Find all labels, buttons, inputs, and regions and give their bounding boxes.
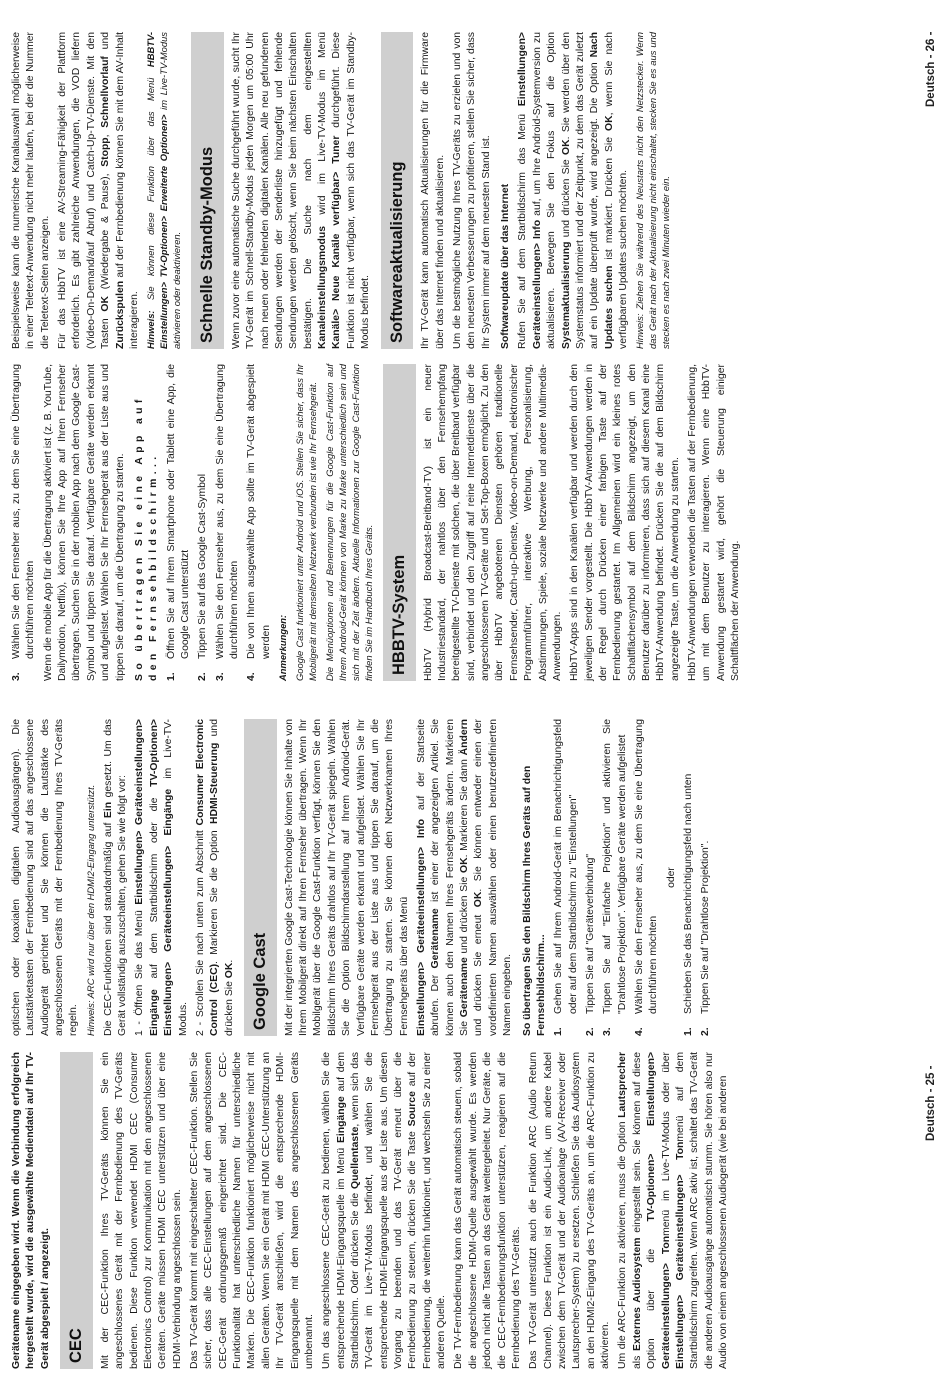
paragraph: Die TV-Fernbedienung kann das Gerät automatisch steuern, sobald die angeschlossene HDMI-Quelle ausgewählt wurde. Es werden jedoch nicht alle Tasten an das Gerät weitergeleitet. Nur Geräte, die die CEC-Fernbedienungsfunktion unterstützen, reagieren auf die Fernbedienung des TV-Geräts. bbox=[453, 1052, 522, 1369]
hint-note: Hinweis: Ziehen Sie während des Neustarts nicht den Netzstecker. Wenn das Gerät nach der Aktualisierung nicht einschaltet, stecken Sie es aus und stecken es nach zwei Minuten wieder ein. bbox=[634, 32, 672, 349]
paragraph: 2 - Scrollen Sie nach unten zum Abschnitt Consumer Electronic Control (CEC). Markieren Sie die Option HDMI-Steuerung und drücken Sie OK. bbox=[194, 719, 235, 1036]
section-heading-software-update: Softwareaktualisierung bbox=[381, 32, 414, 349]
hint-note: Hinweis: ARC wird nur über den HDMI2-Eingang unterstützt. bbox=[84, 784, 96, 1036]
list-item: 2. Tippen Sie auf "Geräteverbindung" bbox=[584, 853, 596, 1036]
steps-list bbox=[552, 719, 662, 1036]
paragraph: Mit der CEC-Funktion Ihres TV-Geräts können Sie ein angeschlossenes Gerät mit der Fernbedienung des TV-Geräts bedienen. Diese Funktion verwendet HDMI CEC (Consumer Electronics Control) zur Kommunikation mit den angeschlossenen Geräten. Geräte müssen HDMI CEC unterstützen und über eine HDMI-Verbindung angeschlossen sein. bbox=[99, 1052, 183, 1369]
section-heading-cec: CEC bbox=[60, 1052, 93, 1369]
list-item: 3. Wählen Sie den Fernseher aus, zu dem Sie eine Übertragung durchführen möchten bbox=[214, 364, 241, 681]
paragraph: Das TV-Gerät kommt mit eingeschalteter CEC-Funktion. Stellen Sie sicher, dass alle CEC-Einstellungen auf dem angeschlossenen CEC-Gerät ordnungsgemäß eingerichtet sind. Die CEC-Funktionalität hat unterschiedliche Namen für unterschiedliche Marken. Die CEC-Funktion funktioniert möglicherweise nicht mit allen Geräten. Wenn Sie ein Gerät mit HDMI CEC-Unterstützung an Ihr TV-Gerät anschließen, wird die entsprechende HDMI-Eingangsquelle mit dem Namen des angeschlossenen Geräts umbenannt. bbox=[189, 1052, 315, 1369]
paragraph: Mit der integrierten Google Cast-Technologie können Sie Inhalte von Ihrem Mobilgerät direkt auf Ihren Fernseher übertragen. Wenn Ihr Mobilgerät über die Google Cast-Funktion verfügt, können Sie den Bildschirm Ihres Geräts drahtlos auf Ihr TV-Gerät spiegeln. Wählen Sie die Option Bildschirmdarstellung auf Ihrem Android-Gerät. Verfügbare Geräte werden erkannt und aufgelistet. Wählen Sie Ihr Fernsehgerät aus der Liste aus und tippen Sie darauf, um die Übertragung zu starten. Sie können den Netzwerknamen Ihres Fernsehgeräts über das Menü bbox=[283, 719, 410, 1036]
paragraph: 1 - Öffnen Sie das Menü Einstellungen> Geräteeinstellungen> Eingänge auf dem Startbildschirm oder die TV-Optionen> Einstellungen> Geräteeinstellungen> Eingänge im Live-TV-Modus. bbox=[134, 719, 189, 1036]
column-4 bbox=[10, 32, 677, 349]
or-separator: oder bbox=[665, 867, 677, 888]
paragraph: Für das HbbTV ist eine AV-Streaming-Fähigkeit der Plattform erforderlich. Es gibt zahlreiche Anwendungen, die VOD liefern (Video-On-Demand/auf Abruf) und Catch-Up-TV-Dienste. Mit den Tasten OK (Wiedergabe & Pause), Stopp, Schnellvorlauf und Zurückspulen auf der Fernbedienung können Sie mit dem AV-Inhalt interagieren. bbox=[57, 32, 140, 349]
steps-list bbox=[682, 719, 714, 1036]
paragraph: Wenn die mobile App für die Übertragung aktiviert ist (z. B. YouTube, Dailymotion, Netflix), können Sie Ihre App auf Ihren Fernseher übertragen. Suchen Sie in der mobilen App nach dem Google Cast-Symbol und tippen Sie darauf. Verfügbare Geräte werden erkannt und aufgelistet. Wählen Sie Ihr Fernsehgerät aus der Liste aus und tippen Sie darauf, um die Übertragung zu starten. bbox=[42, 364, 126, 681]
column-2 bbox=[10, 719, 717, 1036]
list-item: 4. Die von Ihnen ausgewählte App sollte im TV-Gerät abgespielt werden bbox=[246, 364, 272, 681]
paragraph: HbbTV (Hybrid Broadcast-Breitband-TV) ist ein neuer Industriestandard, der nahtlos über den Fernsehempfang bereitgestellte TV-Dienste mit solchen, die über Breitband verfügbar sind, verbindet und den Zugriff auf reine Internetdienste über die angeschlossenen TV-Geräte und Set-Top-Boxen ermöglicht. Zu den über HbbTV angebotenen Diensten gehören traditionelle Fernsehsender, Catch-up-Dienste, Video-on-Demand, elektronischer Programmführer, interaktive Werbung, Personalisierung, Abstimmungen, Spiele, soziale Netzwerke und andere Multimedia-Anwendungen. bbox=[422, 364, 563, 681]
list-item: 1. Schieben Sie das Benachrichtigungsfeld nach unten bbox=[683, 773, 695, 1036]
note: Die Menüoptionen und Benennungen für die Google Cast-Funktion auf Ihrem Android-Gerät können von Marke zu Marke unterschiedlich sein und sich mit der Zeit ändern. Aktuelle Informationen zur Google Cast-Funktion finden Sie im Handbuch Ihres Geräts. bbox=[324, 364, 374, 681]
column-3 bbox=[10, 364, 747, 681]
section-heading-hbbtv: HBBTV-System bbox=[383, 364, 416, 681]
paragraph: Rufen Sie auf dem Startbildschirm das Menü Einstellungen> Geräteeinstellungen> Info auf, um Ihre Android-Systemversion zu aktualisieren. Bewegen Sie den Fokus auf die Option Systemaktualisierung und drücken Sie OK. Sie werden über den Systemstatus informiert und der Zeitpunkt, zu dem das Gerät zuletzt auf ein Update überprüft wurde, wird angezeigt. Die Option Nach Updates suchen ist markiert. Drücken Sie OK, wenn Sie nach verfügbaren Updates suchen möchten. bbox=[517, 31, 629, 349]
subheading: So übertragen Sie eine App auf den Fernsehbildschirm... bbox=[133, 395, 160, 681]
page-number-right: Deutsch - 26 - bbox=[925, 31, 937, 107]
paragraph: Ihr TV-Gerät kann automatisch Aktualisierungen für die Firmware über das Internet finden und aktualisieren. bbox=[420, 32, 446, 349]
paragraph: Beispielsweise kann die numerische Kanalauswahl möglicherweise in einer Teletext-Anwendung nicht mehr laufen, bei der die Nummer die Teletext-Seiten anzeigen. bbox=[11, 32, 51, 349]
subheading: Softwareupdate über das Internet bbox=[500, 183, 512, 349]
paragraph: Um die bestmögliche Nutzung Ihres TV-Geräts zu erzielen und von den neuesten Verbesserungen zu profitieren, stellen Sie sicher, dass Ihr System immer auf dem neuesten Stand ist. bbox=[451, 32, 492, 349]
paragraph: HbbTV-Apps sind in den Kanälen verfügbar und werden durch den jeweiligen Sender vorgestellt. Die HbbTV-Anwendungen werden in der Regel durch Drücken einer farbigen Taste auf der Fernbedienung gestartet. Im Allgemeinen wird ein kleines rotes Schaltflächensymbol auf dem Bildschirm angezeigt, um den Benutzer darüber zu informieren, dass sich auf diesem Kanal eine HbbTV-Anwendung befindet. Drücken Sie die auf dem Bildschirm angezeigte Taste, um die Anwendung zu starten. bbox=[569, 364, 681, 681]
paragraph: Um das angeschlossene CEC-Gerät zu bedienen, wählen Sie die entsprechende HDMI-Eingangsquelle im Menü Eingänge auf dem Startbildschirm. Oder drücken Sie die Quellentaste, wenn sich das TV-Gerät im Live-TV-Modus befindet, und wählen Sie die entsprechende HDMI-Eingangsquelle aus der Liste aus. Um diesen Vorgang zu beenden und das TV-Gerät erneut über die Fernbedienung zu steuern, drücken Sie die Taste Source auf der Fernbedienung, die weiterhin funktioniert, und wechseln Sie zu einer anderen Quelle. bbox=[321, 1052, 448, 1369]
subheading: So übertragen Sie den Bildschirm Ihres Geräts auf den Fernsehbildschirm... bbox=[521, 765, 547, 1036]
list-item: 2. Tippen Sie auf "Drahtlose Projektion". bbox=[700, 840, 712, 1036]
list-item: 1. Öffnen Sie auf Ihrem Smartphone oder Tablett eine App, die Google Cast unterstützt bbox=[165, 364, 191, 681]
paragraph: Die CEC-Funktionen sind standardmäßig auf Ein gesetzt. Um das Gerät vollständig auszuschalten, gehen Sie wie folgt vor: bbox=[102, 719, 129, 1036]
list-item: 1. Gehen Sie auf Ihrem Android-Gerät im Benachrichtigungsfeld oder auf dem Startbildschirm zu "Einstellungen" bbox=[553, 719, 579, 1036]
paragraph: optischen oder koaxialen digitalen Audioausgängen). Die Lautstärketasten der Fernbedienung sind auf das angeschlossene Audiogerät gerichtet und Sie können die Lautstärke des angeschlossenen Geräts mit der Fernbedienung Ihres TV-Geräts regeln. bbox=[11, 719, 80, 1036]
list-item: 3. Tippen Sie auf "Einfache Projektion" und aktivieren Sie "Drahtlose Projektion". Verfügbare Geräte werden aufgelistet bbox=[602, 719, 628, 1036]
list-item: 3. Wählen Sie den Fernseher aus, zu dem Sie eine Übertragung durchführen möchten bbox=[11, 364, 37, 681]
section-heading-fast-standby: Schnelle Standby-Modus bbox=[191, 32, 224, 349]
hint-note: Hinweis: Sie können diese Funktion über das Menü HBBTV-Einstellungen> TV-Optionen> Erweiterte Optionen> im Live-TV-Modus aktivieren oder deaktivieren. bbox=[145, 32, 183, 349]
note: Google Cast funktioniert unter Android und iOS. Stellen Sie sicher, dass Ihr Mobilgerät mit demselben Netzwerk verbunden ist wie Ihr Fernsehgerät. bbox=[294, 364, 319, 681]
list-item: 4. Wählen Sie den Fernseher aus, zu dem Sie eine Übertragung durchführen möchten bbox=[634, 719, 660, 1036]
paragraph: Gerätename eingegeben wird. Wenn die Verbindung erfolgreich hergestellt wurde, wird die ausgewählte Mediendatei auf Ihr TV-Gerät abgespielt / angezeigt. bbox=[11, 1052, 51, 1369]
steps-list bbox=[10, 364, 39, 681]
page-number-left: Deutsch - 25 - bbox=[925, 1065, 937, 1141]
column-1 bbox=[10, 1052, 734, 1369]
paragraph: Wenn zuvor eine automatische Suche durchgeführt wurde, sucht Ihr TV-Gerät im Schnell-Standby-Modus jeden Morgen um 05:00 Uhr nach neuen oder fehlenden digitalen Kanälen. Alle neu gefundenen Sendungen werden der Senderliste hinzugefügt und fehlende Sendungen werden gelöscht, wenn Sie beim nächsten Einschalten bestätigen. Die Suche nach dem eingestellten Kanaleinstellungsmodus wird im Live-TV-Modus im Menü Kanäle> Neue Kanäle verfügbar> Tuner durchgeführt. Diese Funktion ist nicht verfügbar, wenn sich das TV-Gerät im Standby-Modus befindet. bbox=[230, 32, 372, 349]
steps-list bbox=[165, 364, 275, 681]
section-heading-google-cast: Google Cast bbox=[244, 719, 277, 1036]
paragraph: Um die ARC-Funktion zu aktivieren, muss die Option Lautsprecher als Externes Audiosystem eingestellt sein. Sie können auf diese Option über die TV-Optionen> Einstellungen> Geräteeinstellungen> Tonmenü im Live-TV-Modus oder über Einstellungen> Geräteeinstellungen> Tonmenü auf dem Startbildschirm zugreifen. Wenn ARC aktiv ist, schaltet das TV-Gerät die anderen Audioausgänge automatisch stumm. Sie hören also nur Audio von einem angeschlossenen Audiogerät (wie bei anderen bbox=[617, 1051, 729, 1369]
paragraph: HbbTV-Anwendungen verwenden die Tasten auf der Fernbedienung, um mit dem Benutzer zu interagieren. Wenn eine HbbTV-Anwendung gestartet wird, gehört die Steuerung einiger Schaltflächen der Anwendung. bbox=[687, 364, 742, 681]
notes-title: Anmerkungen: bbox=[277, 614, 289, 681]
paragraph: Einstellungen> Geräteeinstellungen> Info auf der Startseite abrufen. Der Gerätename ist einer der angezeigten Artikel. Sie können auch den Namen Ihres Fernsehgeräts ändern. Markieren Sie Gerätename und drücken Sie OK. Markieren Sie dann Ändern und drücken Sie erneut OK. Sie können entweder einen der vordefinierten Namen auswählen oder einen benutzerdefinierten Namen eingeben. bbox=[416, 718, 514, 1036]
paragraph: Das TV-Gerät unterstützt auch die Funktion ARC (Audio Return Channel). Diese Funktion ist ein Audio-Link, um andere Kabel zwischen dem TV-Gerät und der Audioanlage (A/V-Receiver oder Lautsprecher-System) zu ersetzen. Schließen Sie das Audiosystem an den HDMI2-Eingang des TV-Geräts an, um die ARC-Funktion zu aktivieren. bbox=[528, 1052, 612, 1369]
list-item: 2. Tippen Sie auf das Google Cast-Symbol bbox=[197, 473, 209, 681]
